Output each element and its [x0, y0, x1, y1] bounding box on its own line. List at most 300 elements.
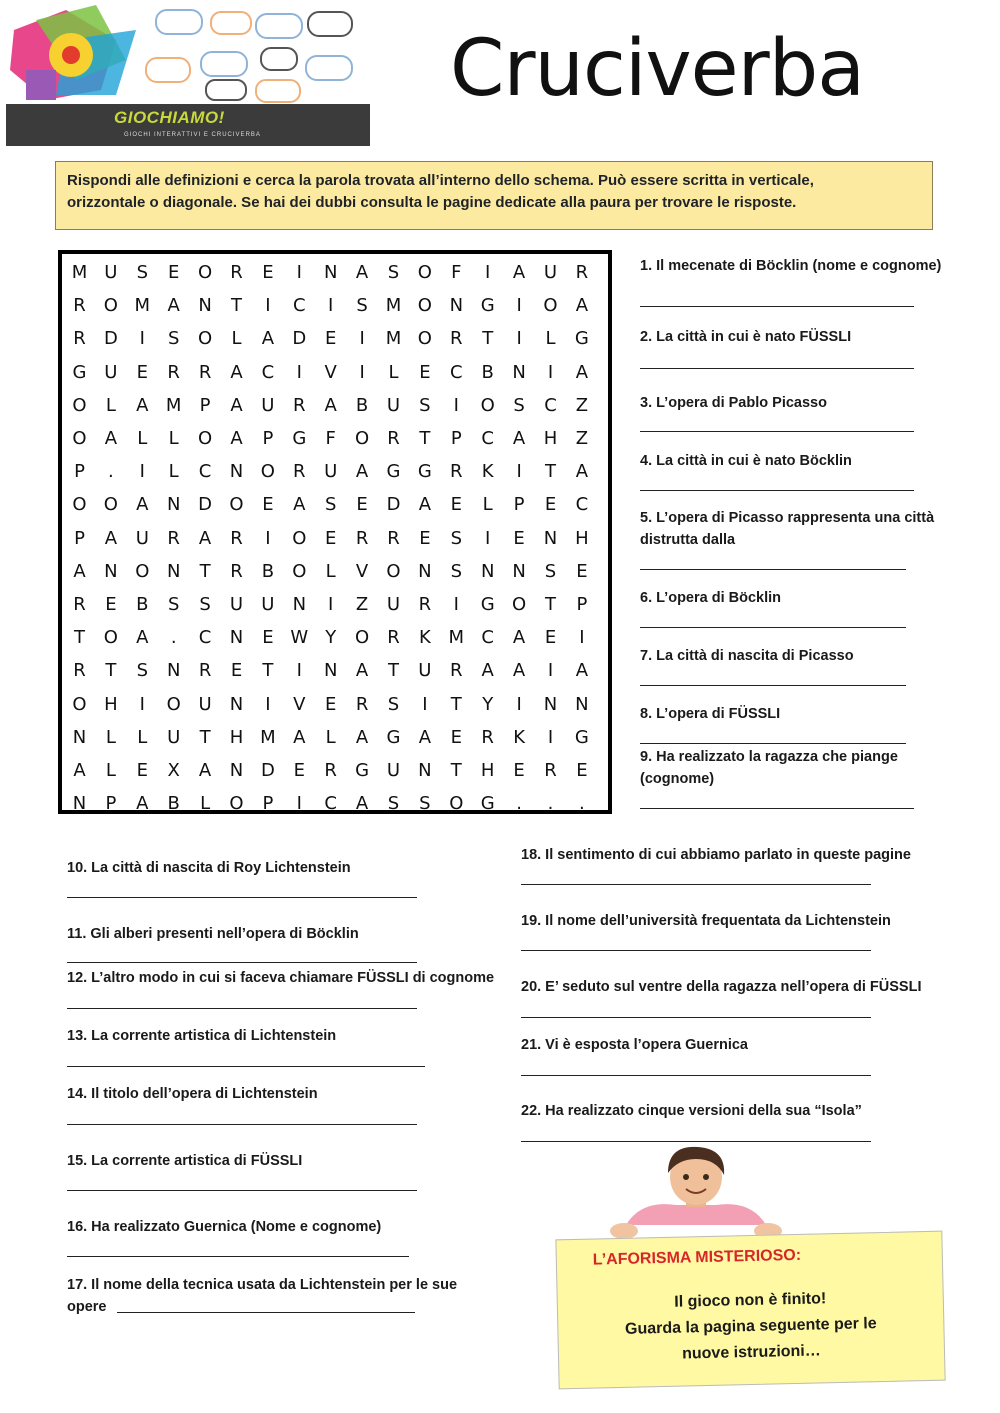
grid-letter: G — [355, 760, 370, 781]
grid-letter: Z — [575, 428, 589, 449]
grid-letter: A — [575, 461, 589, 483]
grid-letter: G — [480, 295, 495, 317]
grid-letter: L — [545, 328, 556, 350]
grid-letter: I — [516, 328, 522, 350]
grid-letter: R — [73, 594, 86, 615]
answer-line[interactable] — [640, 490, 914, 491]
grid-letter: E — [168, 262, 180, 283]
grid-letter: A — [198, 760, 212, 781]
grid-letter: S — [136, 660, 149, 682]
clue-text: 15. La corrente artistica di FÜSSLI — [67, 1153, 303, 1169]
clue-text: 17. Il nome della tecnica usata da Lichtenstein per le sue — [67, 1277, 458, 1293]
grid-letter: C — [450, 361, 463, 383]
grid-letter: C — [481, 428, 494, 449]
grid-letter: E — [576, 560, 588, 582]
grid-row — [62, 621, 608, 654]
grid-letter: V — [293, 693, 306, 715]
grid-letter: U — [167, 726, 181, 748]
answer-line[interactable] — [640, 368, 914, 369]
grid-letter: R — [167, 527, 180, 549]
grid-letter: A — [355, 793, 369, 815]
word-search-grid — [58, 250, 612, 814]
grid-row — [62, 654, 608, 687]
grid-letter: L — [325, 726, 336, 748]
grid-letter: O — [292, 527, 307, 549]
answer-line[interactable] — [640, 808, 914, 809]
answer-line[interactable] — [67, 897, 417, 898]
grid-letter: H — [480, 760, 495, 781]
clue-text: 20. E’ seduto sul ventre della ragazza nell’opera di FÜSSLI — [521, 979, 922, 995]
grid-letter: O — [135, 560, 150, 582]
answer-line[interactable] — [117, 1312, 415, 1313]
cartoon-boy-illustration — [606, 1145, 786, 1240]
grid-letter: R — [575, 262, 589, 283]
grid-letter: E — [105, 594, 117, 615]
answer-line[interactable] — [640, 306, 914, 307]
grid-row — [62, 787, 608, 820]
grid-letter: D — [198, 494, 213, 516]
grid-letter: E — [356, 494, 368, 516]
grid-letter: A — [418, 494, 432, 516]
grid-letter: A — [324, 394, 337, 416]
answer-line[interactable] — [521, 884, 871, 885]
grid-letter: A — [355, 660, 369, 682]
grid-letter: D — [260, 760, 275, 781]
grid-letter: M — [71, 262, 88, 283]
grid-row — [62, 356, 608, 389]
clue-text: 4. La città in cui è nato Böcklin — [640, 453, 852, 469]
grid-letter: G — [480, 594, 495, 615]
grid-letter: R — [450, 461, 463, 483]
grid-letter: A — [167, 295, 180, 317]
grid-letter: P — [74, 461, 85, 483]
grid-letter: E — [262, 262, 274, 283]
grid-letter: N — [229, 760, 244, 781]
grid-letter: I — [296, 262, 302, 283]
grid-letter: B — [261, 560, 275, 582]
answer-line[interactable] — [67, 1256, 409, 1257]
grid-letter: S — [513, 394, 525, 416]
grid-letter: N — [229, 461, 244, 483]
answer-line[interactable] — [521, 1075, 871, 1076]
grid-row — [62, 555, 608, 588]
grid-letter: R — [167, 361, 180, 383]
grid-letter: H — [575, 527, 589, 549]
grid-letter: I — [139, 461, 145, 483]
grid-letter: I — [547, 660, 554, 682]
grid-letter: L — [137, 726, 148, 748]
grid-letter: N — [449, 295, 464, 317]
grid-letter: E — [450, 726, 462, 748]
grid-letter: H — [543, 428, 558, 449]
grid-letter: A — [73, 560, 86, 582]
grid-letter: B — [481, 361, 494, 383]
grid-letter: I — [296, 660, 302, 682]
grid-letter: O — [198, 328, 213, 350]
grid-letter: I — [516, 295, 522, 317]
grid-letter: A — [355, 726, 369, 748]
grid-letter: R — [387, 527, 400, 549]
clue-text: 11. Gli alberi presenti nell’opera di Böcklin — [67, 926, 359, 942]
answer-line[interactable] — [640, 569, 906, 570]
grid-letter: N — [323, 660, 338, 682]
grid-letter: C — [481, 627, 494, 649]
grid-letter: U — [229, 594, 244, 615]
grid-letter: E — [450, 494, 462, 516]
clue-text: 18. Il sentimento di cui abbiamo parlato in queste pagine — [521, 847, 911, 863]
answer-line[interactable] — [67, 962, 417, 963]
grid-letter: I — [359, 328, 365, 350]
grid-letter: O — [480, 394, 495, 416]
grid-letter: U — [135, 527, 149, 549]
grid-letter: V — [324, 361, 337, 383]
grid-letter: A — [136, 627, 149, 649]
grid-letter: C — [575, 494, 589, 516]
grid-letter: A — [136, 394, 149, 416]
grid-letter: R — [198, 361, 212, 383]
grid-letter: I — [485, 527, 491, 549]
grid-letter: I — [579, 627, 585, 649]
grid-letter: O — [103, 494, 118, 516]
grid-letter: B — [167, 793, 180, 815]
grid-letter: R — [293, 394, 306, 416]
grid-letter: T — [231, 295, 242, 317]
grid-letter: A — [575, 295, 589, 317]
grid-letter: L — [105, 394, 116, 416]
grid-letter: N — [512, 361, 526, 383]
grid-letter: V — [355, 560, 369, 582]
grid-letter: P — [74, 527, 85, 549]
grid-letter: N — [292, 594, 307, 615]
grid-letter: G — [72, 361, 87, 383]
answer-line[interactable] — [521, 1017, 871, 1018]
clue-text: 19. Il nome dell’università frequentata da Lichtenstein — [521, 913, 891, 929]
grid-letter: S — [324, 494, 337, 516]
grid-letter: I — [296, 793, 302, 815]
grid-letter: O — [103, 295, 118, 317]
clue-text: 3. L’opera di Pablo Picasso — [640, 395, 827, 411]
grid-letter: P — [105, 793, 117, 815]
grid-letter: B — [355, 394, 369, 416]
grid-letter: L — [168, 428, 179, 449]
grid-letter: N — [418, 760, 432, 781]
grid-letter: U — [543, 262, 558, 283]
answer-line[interactable] — [640, 685, 906, 686]
grid-letter: N — [198, 295, 212, 317]
grid-letter: C — [261, 361, 275, 383]
grid-letter: E — [513, 527, 525, 549]
grid-letter: R — [73, 328, 86, 350]
mystery-line-3: nuove istruzioni… — [681, 1342, 821, 1363]
grid-letter: O — [417, 295, 432, 317]
grid-letter: A — [512, 660, 526, 682]
grid-letter: R — [230, 560, 243, 582]
grid-letter: R — [324, 760, 337, 781]
grid-letter: U — [261, 394, 275, 416]
grid-row — [62, 721, 608, 754]
grid-letter: P — [262, 793, 274, 815]
grid-letter: E — [544, 494, 557, 516]
grid-letter: S — [136, 262, 149, 283]
grid-letter: O — [72, 394, 87, 416]
grid-letter: X — [167, 760, 180, 781]
grid-letter: N — [575, 693, 589, 715]
answer-line[interactable] — [67, 1008, 417, 1009]
grid-letter: N — [543, 527, 558, 549]
clue-text: 21. Vi è esposta l’opera Guernica — [521, 1037, 749, 1053]
clue-text: 5. L’opera di Picasso rappresenta una città — [640, 510, 935, 526]
grid-letter: K — [481, 461, 494, 483]
grid-letter: O — [72, 494, 87, 516]
grid-letter: N — [323, 262, 338, 283]
grid-letter: N — [72, 726, 87, 748]
grid-letter: R — [450, 328, 463, 350]
grid-letter: P — [199, 394, 211, 416]
clue-text: 10. La città di nascita di Roy Lichtenstein — [67, 860, 351, 876]
grid-letter: G — [292, 428, 307, 449]
grid-letter: S — [450, 560, 463, 582]
grid-row — [62, 688, 608, 721]
grid-letter: A — [481, 660, 494, 682]
grid-letter: A — [355, 461, 369, 483]
grid-letter: T — [419, 428, 431, 449]
grid-letter: L — [200, 793, 211, 815]
grid-row — [62, 422, 608, 455]
grid-letter: E — [325, 693, 337, 715]
logo — [6, 0, 370, 152]
grid-letter: G — [574, 726, 589, 748]
clue-text: 22. Ha realizzato cinque versioni della sua “Isola” — [521, 1103, 862, 1119]
grid-letter: Y — [325, 627, 337, 649]
grid-letter: M — [385, 295, 402, 317]
grid-letter: E — [262, 627, 274, 649]
grid-row — [62, 289, 608, 322]
grid-letter: M — [385, 328, 402, 350]
answer-line[interactable] — [67, 1190, 417, 1191]
grid-letter: Z — [355, 594, 369, 615]
grid-letter: N — [229, 693, 244, 715]
grid-letter: S — [167, 594, 180, 615]
grid-row — [62, 588, 608, 621]
grid-letter: I — [516, 693, 522, 715]
grid-letter: P — [513, 494, 525, 516]
grid-letter: A — [73, 760, 86, 781]
grid-letter: L — [105, 726, 116, 748]
grid-letter: C — [198, 461, 212, 483]
grid-letter: A — [293, 494, 306, 516]
answer-line[interactable] — [640, 431, 914, 432]
grid-letter: N — [480, 560, 495, 582]
grid-letter: R — [544, 760, 557, 781]
grid-letter: F — [325, 428, 336, 449]
grid-letter: I — [359, 361, 365, 383]
grid-letter: U — [386, 394, 401, 416]
grid-letter: N — [543, 693, 558, 715]
grid-letter: I — [516, 461, 522, 483]
grid-letter: L — [482, 494, 493, 516]
grid-letter: E — [262, 494, 274, 516]
grid-letter: A — [104, 428, 118, 449]
grid-letter: E — [230, 660, 243, 682]
grid-letter: T — [450, 693, 462, 715]
grid-letter: P — [262, 428, 274, 449]
grid-letter: A — [575, 361, 589, 383]
grid-letter: O — [512, 594, 527, 615]
grid-letter: S — [419, 394, 431, 416]
instructions-box — [55, 161, 933, 230]
grid-letter: O — [417, 262, 432, 283]
grid-letter: A — [512, 262, 526, 283]
grid-letter: G — [574, 328, 589, 350]
grid-letter: O — [292, 560, 307, 582]
grid-letter: R — [293, 461, 306, 483]
logo-title: GIOCHIAMO! — [114, 108, 225, 127]
grid-letter: O — [417, 328, 432, 350]
clue-text: 8. L’opera di FÜSSLI — [640, 706, 781, 722]
answer-line[interactable] — [67, 1066, 425, 1067]
grid-letter: W — [290, 627, 309, 649]
grid-letter: I — [296, 361, 302, 383]
grid-letter: L — [137, 428, 148, 449]
grid-letter: S — [199, 594, 211, 615]
clue-text: 6. L’opera di Böcklin — [640, 590, 782, 606]
clue-text: 2. La città in cui è nato FÜSSLI — [640, 329, 852, 345]
grid-letter: I — [139, 693, 145, 715]
grid-letter: N — [229, 627, 244, 649]
grid-letter: T — [105, 660, 117, 682]
grid-letter: S — [450, 527, 463, 549]
grid-letter: . — [516, 793, 522, 815]
grid-letter: . — [579, 793, 585, 815]
grid-row — [62, 488, 608, 521]
grid-letter: O — [72, 428, 87, 449]
clue-text: 12. L’altro modo in cui si faceva chiamare FÜSSLI di cognome — [67, 970, 495, 986]
answer-line[interactable] — [640, 743, 906, 744]
grid-letter: C — [293, 295, 306, 317]
grid-letter: I — [139, 328, 145, 350]
grid-letter: O — [449, 793, 464, 815]
grid-letter: T — [74, 627, 85, 649]
grid-letter: H — [229, 726, 244, 748]
grid-letter: A — [512, 428, 526, 449]
grid-letter: S — [387, 262, 400, 283]
grid-letter: R — [418, 594, 432, 615]
grid-letter: A — [230, 428, 243, 449]
grid-letter: N — [166, 660, 181, 682]
grid-letter: T — [545, 461, 556, 483]
grid-letter: O — [543, 295, 558, 317]
grid-letter: U — [261, 594, 275, 615]
grid-letter: N — [72, 793, 87, 815]
grid-letter: A — [136, 793, 149, 815]
grid-letter: D — [292, 328, 307, 350]
grid-letter: G — [386, 461, 401, 483]
grid-letter: R — [481, 726, 494, 748]
mystery-title: L’AFORISMA MISTERIOSO: — [592, 1246, 802, 1269]
answer-line[interactable] — [640, 627, 906, 628]
grid-letter: E — [419, 361, 431, 383]
grid-letter: . — [170, 627, 177, 649]
grid-letter: I — [265, 693, 271, 715]
instructions-line-2: orizzontale o diagonale. Se hai dei dubbi consulta le pagine dedicate alla paura per trovare le risposte. — [67, 194, 797, 211]
grid-letter: E — [293, 760, 305, 781]
grid-letter: . — [547, 793, 554, 815]
mystery-aphorism-box — [555, 1231, 945, 1390]
grid-letter: G — [480, 793, 495, 815]
grid-letter: R — [355, 527, 369, 549]
answer-line[interactable] — [521, 1141, 871, 1142]
grid-letter: P — [576, 594, 588, 615]
grid-letter: E — [544, 627, 557, 649]
grid-letter: L — [231, 328, 242, 350]
grid-letter: R — [198, 660, 212, 682]
grid-letter: M — [260, 726, 276, 748]
grid-letter: R — [73, 660, 86, 682]
grid-row — [62, 322, 608, 355]
answer-line[interactable] — [521, 950, 871, 951]
grid-letter: N — [166, 560, 181, 582]
grid-letter: R — [355, 693, 369, 715]
grid-letter: R — [450, 660, 463, 682]
grid-letter: U — [104, 361, 118, 383]
grid-letter: I — [328, 594, 334, 615]
grid-letter: N — [418, 560, 432, 582]
grid-letter: O — [386, 560, 401, 582]
clue-text: 16. Ha realizzato Guernica (Nome e cognome) — [67, 1219, 382, 1235]
grid-letter: A — [230, 361, 243, 383]
grid-letter: A — [355, 262, 369, 283]
grid-letter: R — [230, 527, 243, 549]
mystery-line-2: Guarda la pagina seguente per le — [624, 1315, 877, 1338]
grid-letter: R — [387, 627, 400, 649]
clue-text-continued: opere — [67, 1299, 107, 1315]
grid-letter: O — [166, 693, 181, 715]
grid-letter: S — [419, 793, 431, 815]
grid-letter: S — [387, 793, 400, 815]
grid-letter: O — [229, 793, 244, 815]
grid-letter: U — [198, 693, 212, 715]
grid-letter: A — [512, 627, 526, 649]
answer-line[interactable] — [67, 1124, 417, 1125]
grid-letter: T — [199, 726, 211, 748]
grid-letter: L — [388, 361, 399, 383]
grid-letter: A — [104, 527, 118, 549]
grid-letter: O — [198, 428, 213, 449]
grid-letter: E — [136, 361, 148, 383]
grid-letter: G — [386, 726, 401, 748]
grid-row — [62, 455, 608, 488]
grid-letter: L — [105, 760, 116, 781]
grid-letter: E — [136, 760, 148, 781]
grid-letter: E — [513, 760, 525, 781]
grid-letter: I — [453, 394, 459, 416]
grid-letter: O — [72, 693, 87, 715]
grid-letter: A — [261, 328, 275, 350]
grid-letter: R — [230, 262, 243, 283]
grid-letter: S — [356, 295, 368, 317]
grid-letter: P — [450, 428, 462, 449]
grid-row — [62, 522, 608, 555]
clue-text: 7. La città di nascita di Picasso — [640, 648, 854, 664]
grid-letter: O — [355, 428, 370, 449]
grid-letter: L — [168, 461, 179, 483]
grid-letter: I — [265, 295, 271, 317]
grid-letter: D — [386, 494, 401, 516]
instructions-line-1: Rispondi alle definizioni e cerca la parola trovata all’interno dello schema. Può essere scritta in verticale, — [67, 172, 814, 189]
grid-letter: T — [545, 594, 556, 615]
mystery-line-1: Il gioco non è finito! — [674, 1290, 827, 1311]
grid-letter: I — [485, 262, 491, 283]
